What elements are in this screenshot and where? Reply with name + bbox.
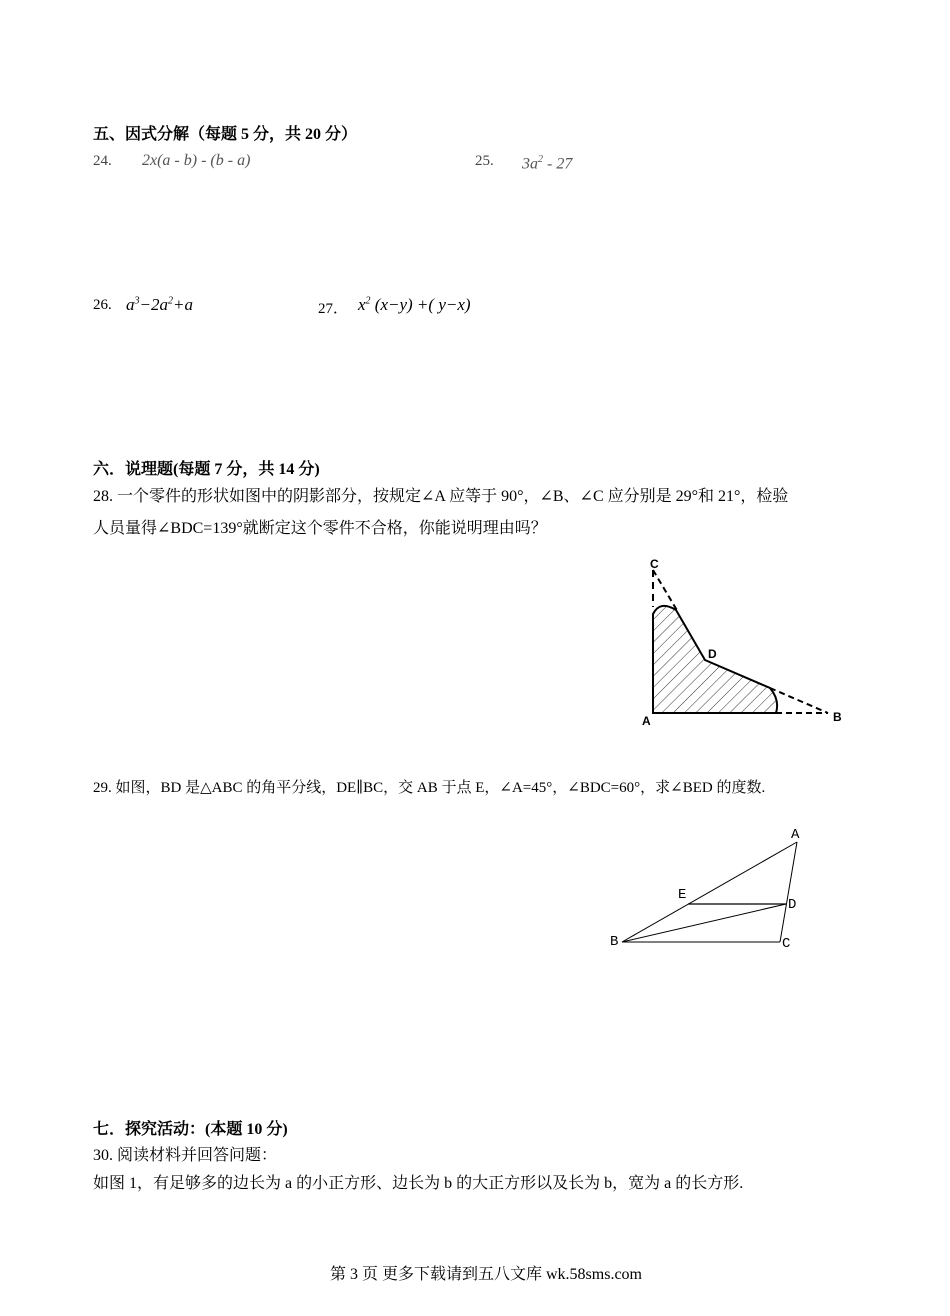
q30-text-line2: 如图 1，有足够多的边长为 a 的小正方形、边长为 b 的大正方形以及长为 b，宽为 a 的长方形. [93, 1175, 744, 1192]
fig29-label-a: A [791, 827, 800, 843]
q28-figure [630, 552, 860, 732]
q28-text-line1: 28. 一个零件的形状如图中的阴影部分，按规定∠A 应等于 90°，∠B、∠C 应分别是 29°和 21°，检验 [93, 488, 789, 505]
q30-text-line1: 30. 阅读材料并回答问题： [93, 1147, 278, 1164]
line-ac [780, 842, 797, 942]
q26-expression: $a^3-2a^2+a$ [126, 295, 193, 314]
q26-number: 26. [93, 297, 112, 313]
fig28-label-a: A [642, 714, 651, 728]
fig28-label-c: C [650, 557, 659, 571]
fig28-label-b: B [833, 710, 842, 724]
q25-expression: $3a^2 - 27$ [522, 154, 573, 173]
section-7-heading: 七．探究活动：(本题 10 分) [93, 1121, 288, 1138]
q24-number: 24. [93, 153, 112, 169]
q28-text-line2: 人员量得∠BDC=139°就断定这个零件不合格，你能说明理由吗？ [93, 520, 547, 537]
q25-number: 25. [475, 153, 494, 169]
fig29-label-b: B [610, 934, 619, 950]
q29-text: 29. 如图，BD 是△ABC 的角平分线，DE∥BC，交 AB 于点 E，∠A=45°，∠BDC=60°，求∠BED 的度数. [93, 780, 766, 796]
fig28-label-d: D [708, 647, 717, 661]
fig29-label-c: C [782, 936, 791, 952]
fig29-label-d: D [788, 897, 797, 913]
line-ab [622, 842, 797, 942]
section-5-heading: 五、因式分解（每题 5 分，共 20 分） [93, 126, 358, 143]
page-footer: 第 3 页 更多下载请到五八文库 wk.58sms.com [330, 1266, 643, 1283]
line-bd [622, 904, 786, 942]
q24-expression: 2x(a - b) - (b - a) [142, 152, 251, 169]
fig29-label-e: E [678, 887, 687, 903]
section-6-heading: 六．说理题(每题 7 分，共 14 分) [93, 461, 320, 478]
q27-expression: $x^2$ (x−y) +( y−x) [358, 295, 471, 314]
q29-figure [600, 820, 820, 960]
q27-number: 27． [318, 301, 349, 317]
dashed-line-db [770, 688, 828, 713]
